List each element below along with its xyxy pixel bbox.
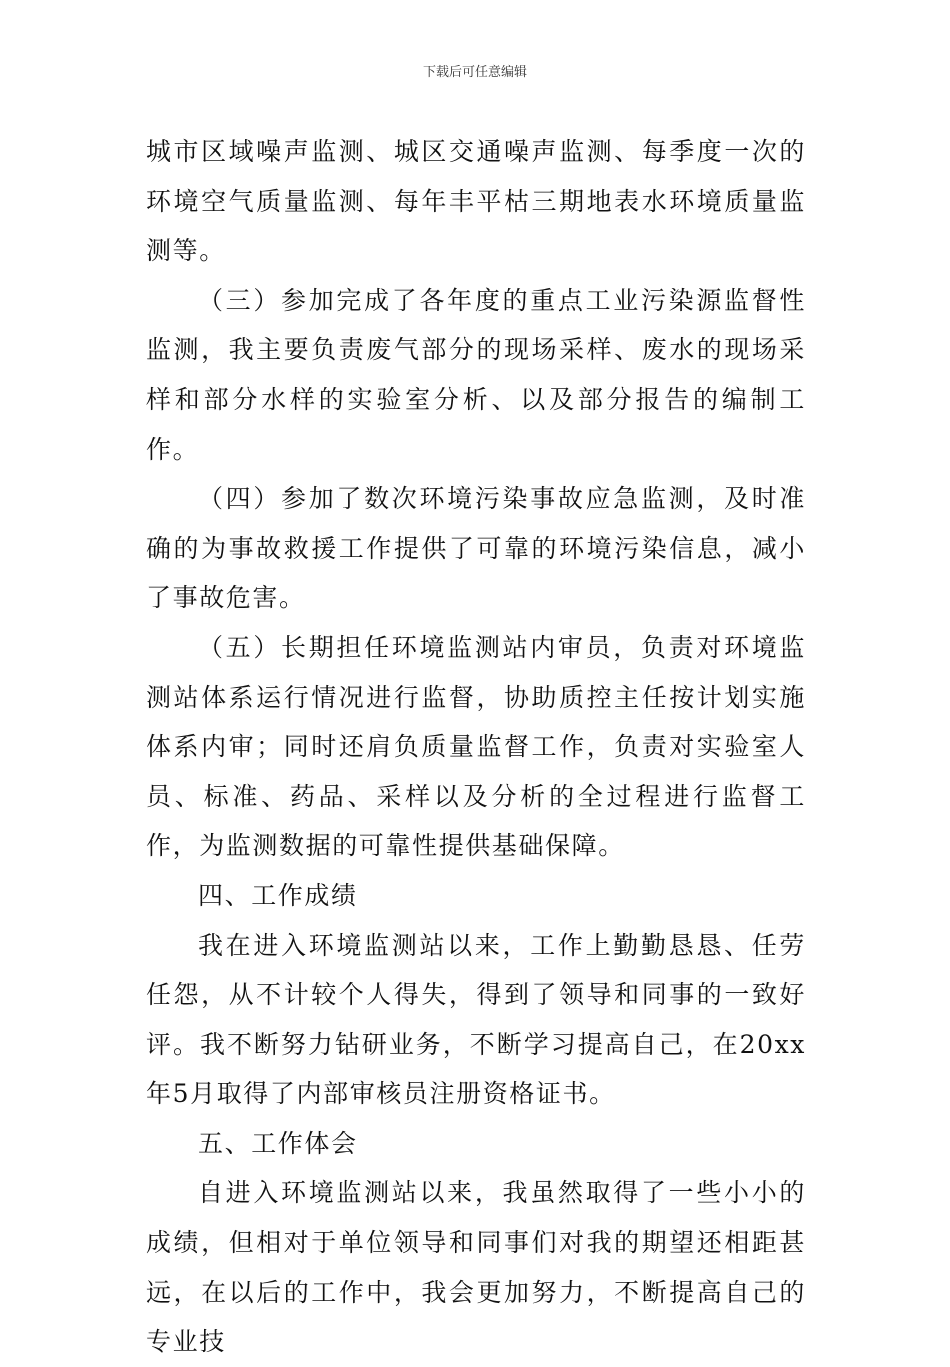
paragraph-item-five: （五）长期担任环境监测站内审员，负责对环境监测站体系运行情况进行监督，协助质控主任按计划实施体系内审；同时还肩负质量监督工作，负责对实验室人员、标准、药品、采样以及分析的全过程进行监督工作，为监测数据的可靠性提供基础保障。 <box>146 632 806 861</box>
paragraph-monitoring-list: 城市区域噪声监测、城区交通噪声监测、每季度一次的环境空气质量监测、每年丰平枯三期地表水环境质量监测等。 <box>146 137 806 266</box>
paragraph-achievements: 我在进入环境监测站以来，工作上勤勤恳恳、任劳任怨，从不计较个人得失，得到了领导和同事的一致好评。我不断努力钻研业务，不断学习提高自己，在20xx年5月取得了内部审核员注册资格证书。 <box>146 930 806 1109</box>
paragraph-experience: 自进入环境监测站以来，我虽然取得了一些小小的成绩，但相对于单位领导和同事们对我的期望还相距甚远，在以后的工作中，我会更加努力，不断提高自己的专业技 <box>146 1178 806 1357</box>
document-body <box>146 127 806 1367</box>
page-header: 下载后可任意编辑 <box>422 65 527 80</box>
section-heading-experience: 五、工作体会 <box>198 1128 358 1158</box>
paragraph-item-three: （三）参加完成了各年度的重点工业污染源监督性监测，我主要负责废气部分的现场采样、废水的现场采样和部分水样的实验室分析、以及部分报告的编制工作。 <box>146 285 806 464</box>
section-heading-achievements: 四、工作成绩 <box>198 880 358 910</box>
paragraph-item-four: （四）参加了数次环境污染事故应急监测，及时准确的为事故救援工作提供了可靠的环境污染信息，减小了事故危害。 <box>146 484 806 613</box>
